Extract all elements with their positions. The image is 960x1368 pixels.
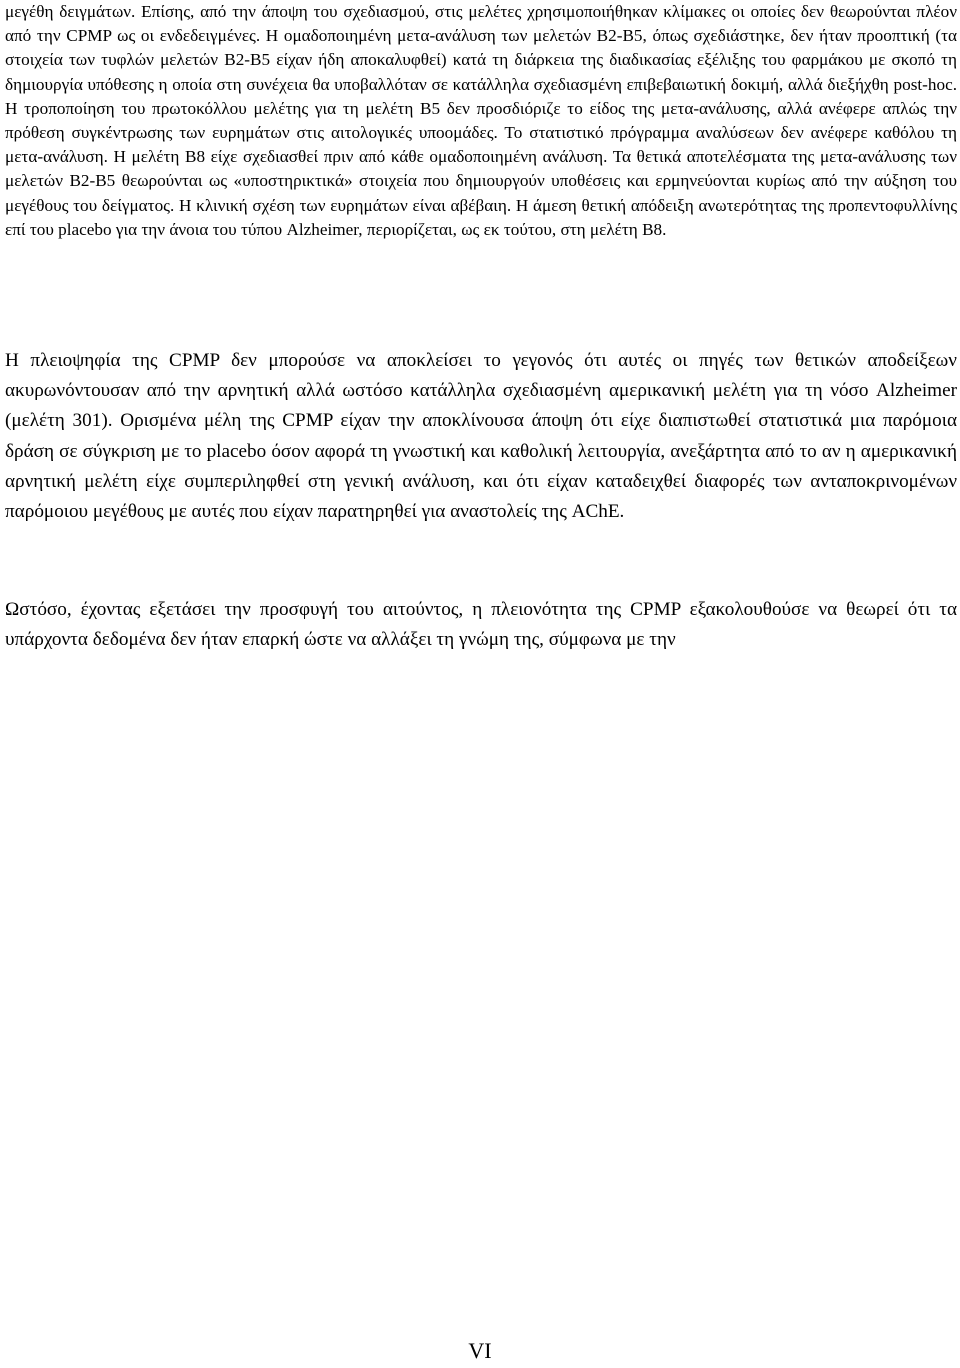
paragraph-cpmp-majority: Η πλειοψηφία της CPMP δεν μπορούσε να αποκλείσει το γεγονός ότι αυτές οι πηγές των θετικών αποδείξεων ακυρωνόντουσαν από την αρνητική αλλά ωστόσο κατάλληλα σχεδιασμένη αμερικανική μελέτη για τη νόσο Alzheimer (μελέτη 301). Ορισμένα μέλη της CPMP είχαν την αποκλίνουσα άποψη ότι είχε διαπιστωθεί στατιστικά μια παρόμοια δράση σε σύγκριση με το placebo όσον αφορά τη γνωστική και καθολική λειτουργία, ανεξάρτητα από το αν η αμερικανική αρνητική μελέτη είχε συμπεριληφθεί στη γενική ανάλυση, και ότι είχαν καταδειχθεί διαφορές των ανταποκρινομένων παρόμοιου μεγέθους με αυτές που είχαν παρατηρηθεί για αναστολείς της AChE. <box>5 350 957 523</box>
page-number: VI <box>468 1338 492 1363</box>
paragraph-meta-analysis: μεγέθη δειγμάτων. Επίσης, από την άποψη του σχεδιασμού, στις μελέτες χρησιμοποιήθηκαν κλίμακες οι οποίες δεν θεωρούνται πλέον από την CPMP ως οι ενδεδειγμένες. Η ομαδοποιημένη μετα-ανάλυση των μελετών B2-B5, όπως σχεδιάστηκε, δεν ήταν προοπτική (τα στοιχεία των τυφλών μελετών B2-B5 είχαν ήδη αποκαλυφθεί) κατά τη διάρκεια της διαδικασίας εξέλιξης του φαρμάκου με σκοπό τη δημιουργία υπόθεσης η οποία στη συνέχεια θα υποβαλλόταν σε κατάλληλα σχεδιασμένη επιβεβαιωτική δοκιμή, αλλά διεξήχθη post-hoc. Η τροποποίηση του πρωτοκόλλου μελέτης για τη μελέτη B5 δεν προσδιόριζε το είδος της μετα-ανάλυσης, αλλά ανέφερε απλώς την πρόθεση συγκέντρωσης των ευρημάτων στις αιτολογικές υποομάδες. Το στατιστικό πρόγραμμα αναλύσεων δεν ανέφερε καθόλου τη μετα-ανάλυση. Η μελέτη B8 είχε σχεδιασθεί πριν από κάθε ομαδοποιημένη ανάλυση. Τα θετικά αποτελέσματα της μετα-ανάλυσης των μελετών B2-B5 θεωρούνται ως «υποστηρικτικά» στοιχεία που δημιουργούν υποθέσεις και ερμηνεύονται κυρίως από την αύξηση του μεγέθους του δείγματος. Η κλινική σχέση των ευρημάτων είναι αβέβαιη. Η άμεση θετική απόδειξη ανωτερότητας της προπεντοφυλλίνης επί του placebo για την άνοια του τύπου Alzheimer, περιορίζεται, ως εκ τούτου, στη μελέτη B8. <box>5 2 957 239</box>
paragraph-appeal-conclusion: Ωστόσο, έχοντας εξετάσει την προσφυγή του αιτούντος, η πλειονότητα της CPMP εξακολουθούσε να θεωρεί ότι τα υπάρχοντα δεδομένα δεν ήταν επαρκή ώστε να αλλάξει τη γνώμη της, σύμφωνα με την <box>5 599 957 651</box>
